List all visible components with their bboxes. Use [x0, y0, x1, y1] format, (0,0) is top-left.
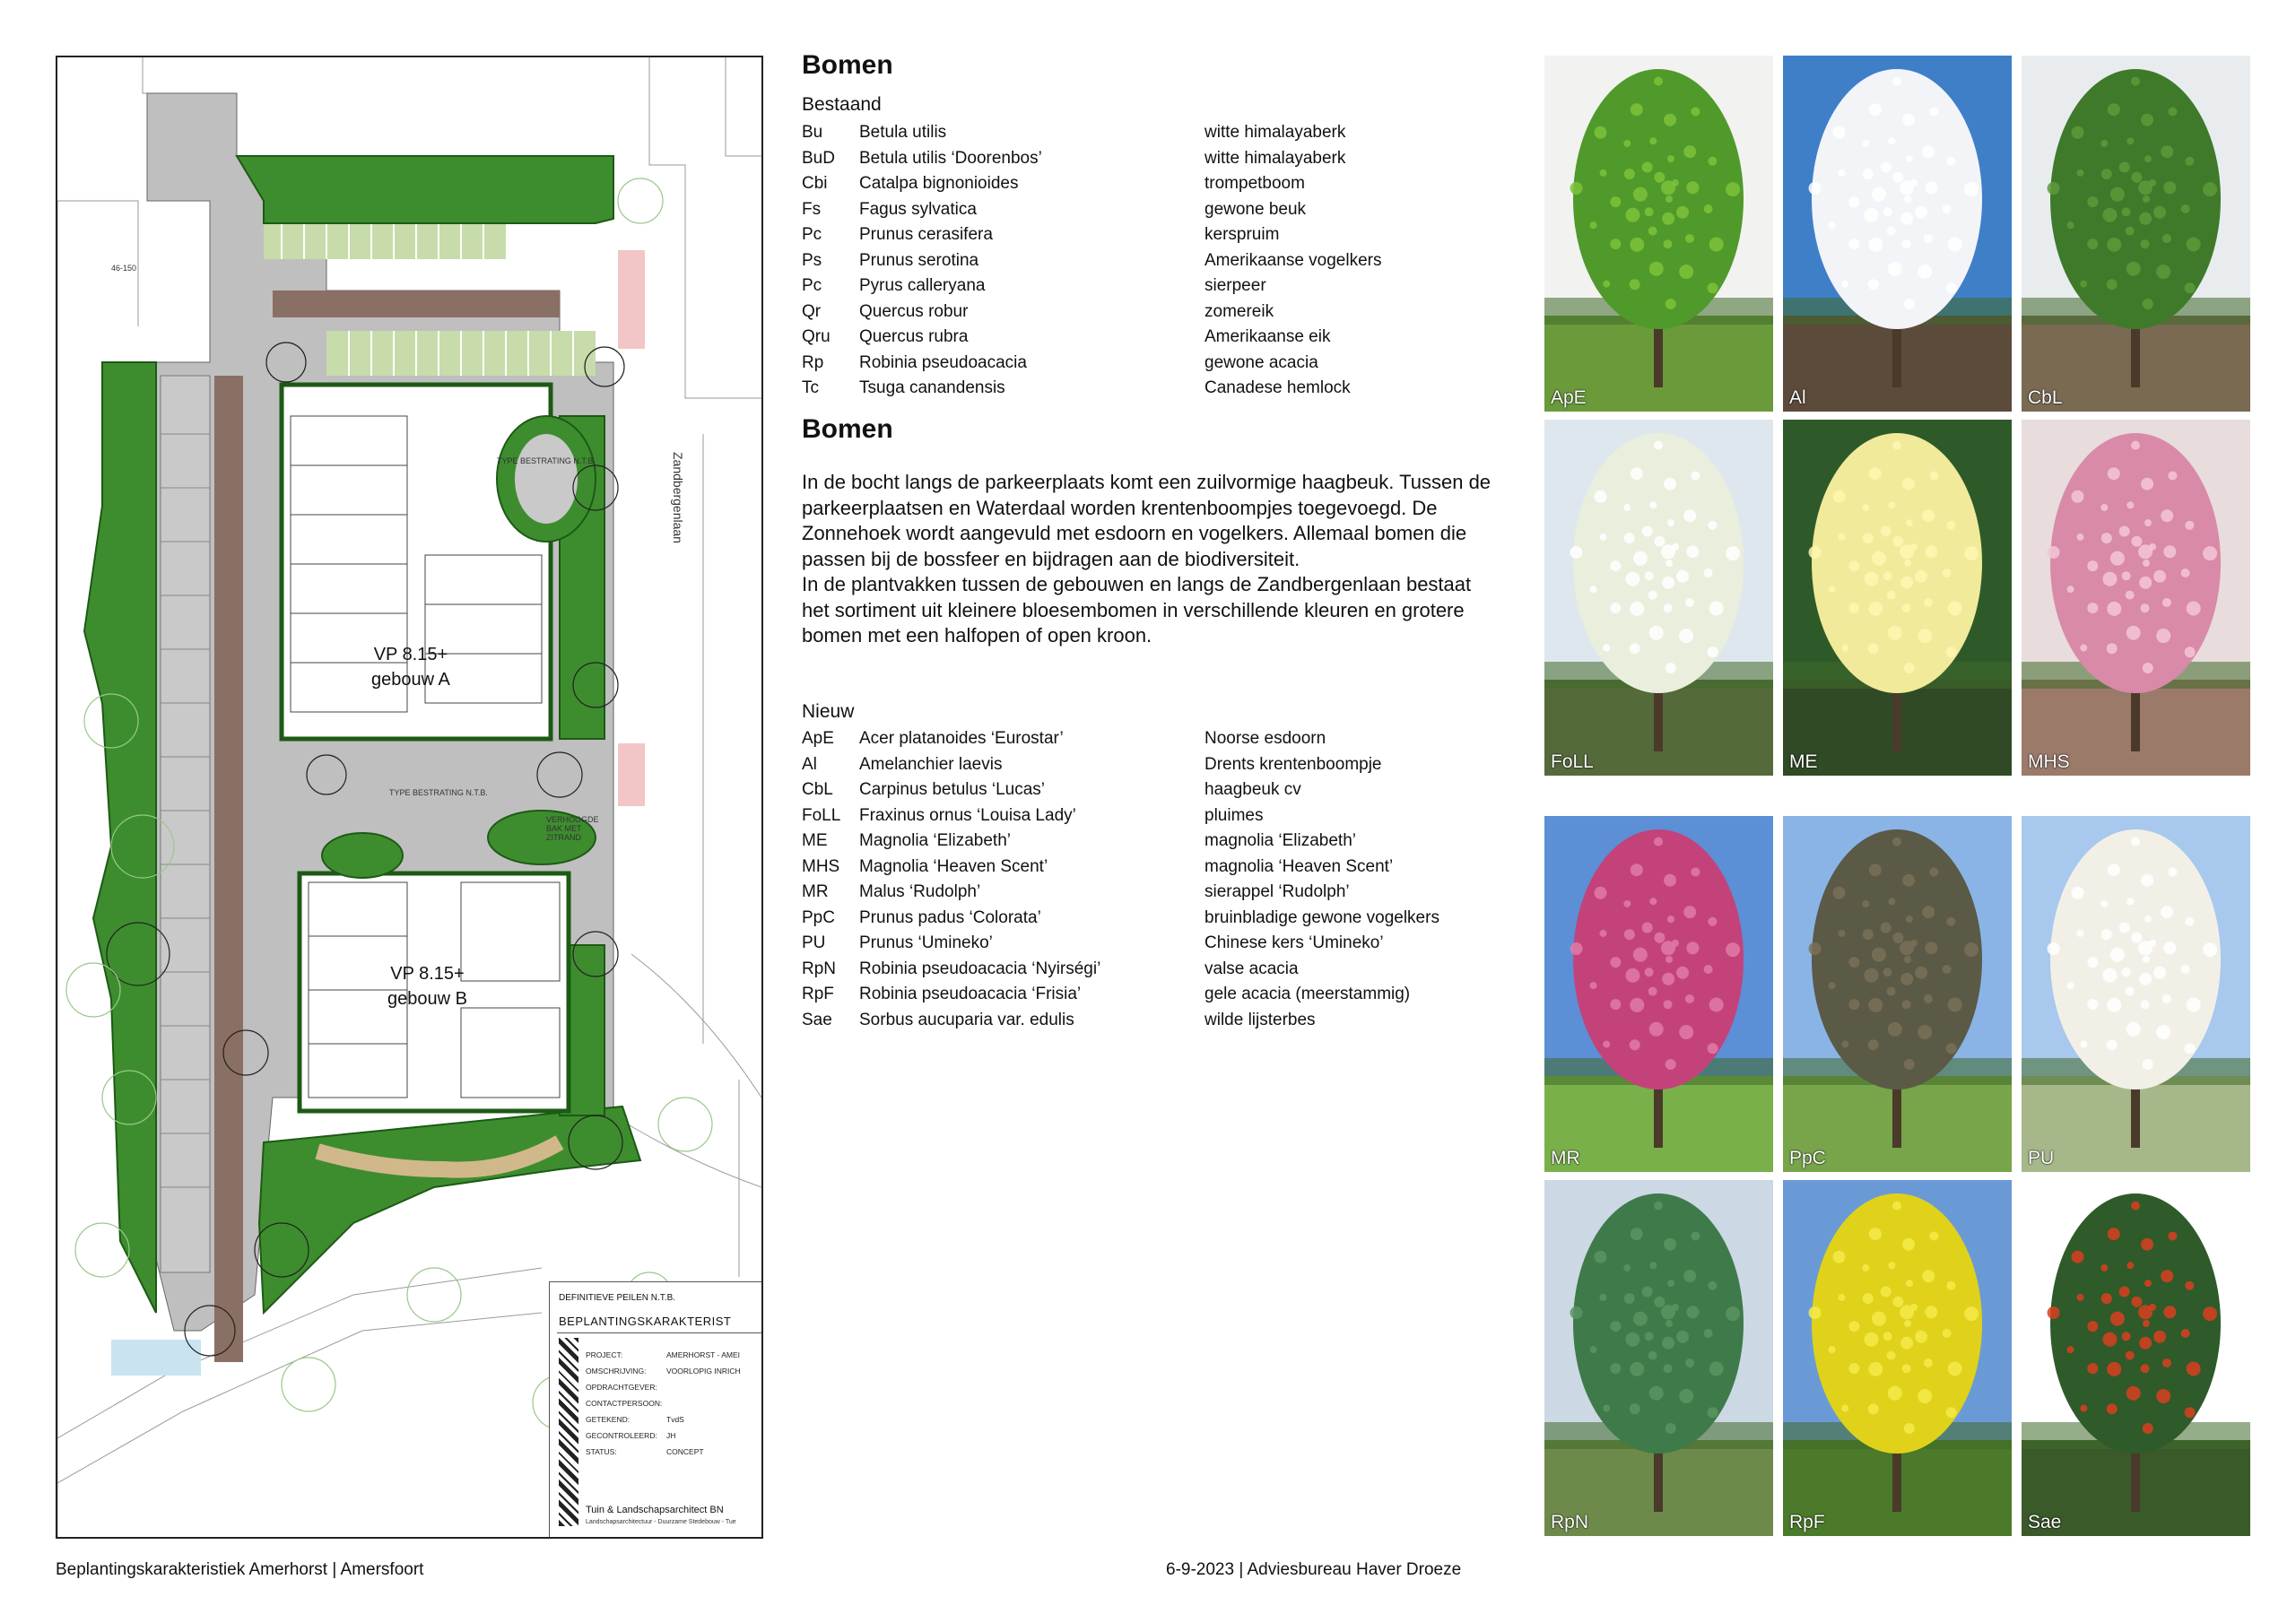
- tree-photo: [2022, 56, 2250, 412]
- tree-dutch-name: kerspruim: [1205, 225, 1280, 245]
- building-a-name: VP 8.15+: [373, 645, 448, 664]
- planter-label: VERHOOGDE BAK MET ZITRAND: [546, 815, 599, 842]
- tree-photo-image: [1544, 1180, 1773, 1536]
- tree-photo: [1783, 420, 2012, 776]
- height-label: 46-150: [111, 264, 137, 273]
- tree-code: Tc: [802, 378, 819, 398]
- tree-dutch-name: Canadese hemlock: [1205, 378, 1351, 398]
- footer-right: 6-9-2023 | Adviesbureau Haver Droeze: [1166, 1560, 1462, 1579]
- title-block-row-value: AMERHORST - AMEI: [666, 1350, 741, 1359]
- tree-row: [802, 248, 1381, 274]
- title-block-row-label: GETEKEND:: [586, 1415, 631, 1424]
- tree-dutch-name: wilde lijsterbes: [1205, 1010, 1316, 1029]
- building-a-label: [371, 642, 450, 692]
- tree-row: [802, 273, 1381, 299]
- tree-latin-name: Prunus serotina: [859, 250, 979, 270]
- tree-row: [802, 726, 1439, 752]
- tree-photo-image: [1544, 56, 1773, 412]
- tree-dutch-name: magnolia ‘Heaven Scent’: [1205, 856, 1394, 876]
- tree-photo-code: PpC: [1789, 1148, 1826, 1168]
- tree-latin-name: Prunus ‘Umineko’: [859, 933, 993, 953]
- tree-photo-code: Al: [1789, 387, 1806, 408]
- tree-latin-name: Betula utilis: [859, 123, 947, 143]
- tree-code: Qru: [802, 327, 831, 347]
- tree-dutch-name: Amerikaanse vogelkers: [1205, 250, 1382, 270]
- tree-code: Rp: [802, 352, 824, 372]
- tree-code: Al: [802, 754, 817, 774]
- tree-dutch-name: gele acacia (meerstammig): [1205, 985, 1411, 1004]
- tree-row: [802, 906, 1439, 932]
- tree-latin-name: Prunus padus ‘Colorata’: [859, 907, 1041, 927]
- existing-trees-table: [802, 120, 1381, 402]
- tree-photo-image: [1544, 816, 1773, 1172]
- tree-photo-image: [1783, 56, 2012, 412]
- tree-row: [802, 777, 1439, 803]
- tree-row: [802, 803, 1439, 829]
- tree-dutch-name: Amerikaanse eik: [1205, 327, 1331, 347]
- existing-subheading: Bestaand: [802, 94, 882, 115]
- tree-row: [802, 171, 1381, 197]
- tree-dutch-name: sierpeer: [1205, 276, 1266, 296]
- tree-latin-name: Carpinus betulus ‘Lucas’: [859, 780, 1046, 800]
- existing-heading: Bomen: [802, 50, 893, 80]
- tree-code: Pc: [802, 276, 822, 296]
- tree-row: [802, 855, 1439, 881]
- tree-photo-code: Sae: [2028, 1512, 2062, 1532]
- tree-photo-code: ApE: [1551, 387, 1587, 408]
- tree-row: [802, 982, 1439, 1008]
- tree-latin-name: Robinia pseudoacacia ‘Frisia’: [859, 985, 1082, 1004]
- tree-code: Cbi: [802, 174, 828, 194]
- tree-code: RpF: [802, 985, 834, 1004]
- tree-code: ME: [802, 831, 828, 851]
- title-block-title: BEPLANTINGSKARAKTERIST: [559, 1315, 732, 1328]
- new-subheading: Nieuw: [802, 701, 855, 722]
- tree-dutch-name: magnolia ‘Elizabeth’: [1205, 831, 1356, 851]
- tree-dutch-name: Drents krentenboompje: [1205, 754, 1382, 774]
- tree-photo: [1544, 56, 1773, 412]
- tree-code: Bu: [802, 123, 823, 143]
- tree-latin-name: Robinia pseudoacacia ‘Nyirségi’: [859, 959, 1101, 978]
- tree-code: BuD: [802, 148, 835, 168]
- tree-dutch-name: trompetboom: [1205, 174, 1305, 194]
- tree-latin-name: Pyrus calleryana: [859, 276, 986, 296]
- tree-code: RpN: [802, 959, 837, 978]
- tree-code: FoLL: [802, 805, 841, 825]
- tree-photo: [1544, 816, 1773, 1172]
- paving-label-2: TYPE BESTRATING N.T.B.: [389, 788, 488, 797]
- title-block-row-value: CONCEPT: [666, 1447, 704, 1456]
- tree-photo-image: [1783, 420, 2012, 776]
- title-block-logo-pattern: [559, 1338, 578, 1526]
- tree-latin-name: Tsuga canandensis: [859, 378, 1005, 398]
- title-block-row-label: STATUS:: [586, 1447, 617, 1456]
- tree-photo: [1544, 1180, 1773, 1536]
- title-block-firm: Tuin & Landschapsarchitect BN: [586, 1505, 724, 1515]
- building-b-name: VP 8.15+: [390, 964, 465, 984]
- tree-dutch-name: haagbeuk cv: [1205, 780, 1301, 800]
- title-block-firm-sub: Landschapsarchitectuur - Duurzame Stedebouw - Tue: [586, 1519, 736, 1525]
- trees-description-line: In de plantvakken tussen de gebouwen en langs de Zandbergenlaan bestaat het sortiment uit kleinere bloesembomen in verschillende kleuren en grotere bomen met een halfopen of open kroon.: [802, 573, 1472, 647]
- tree-dutch-name: gewone beuk: [1205, 199, 1307, 219]
- tree-photo-image: [2022, 56, 2250, 412]
- parking-label: GERESERVEERDE RUIMTE VOOR PARKEREN N.T.: [527, 228, 601, 255]
- tree-code: Pc: [802, 225, 822, 245]
- tree-row: [802, 752, 1439, 778]
- title-block-peil: DEFINITIEVE PEILEN N.T.B.: [559, 1293, 676, 1303]
- tree-code: Sae: [802, 1010, 832, 1029]
- title-block-row-value: JH: [666, 1431, 676, 1440]
- new-trees-table: [802, 726, 1439, 1033]
- tree-dutch-name: valse acacia: [1205, 959, 1299, 978]
- trees-description: [802, 470, 1501, 649]
- tree-photo-code: ME: [1789, 751, 1818, 772]
- title-block-row-label: PROJECT:: [586, 1350, 623, 1359]
- title-block-row-value: VOORLOPIG INRICH: [666, 1367, 741, 1376]
- footer-left: Beplantingskarakteristiek Amerhorst | Amersfoort: [56, 1560, 424, 1579]
- tree-latin-name: Amelanchier laevis: [859, 754, 1003, 774]
- tree-dutch-name: witte himalayaberk: [1205, 148, 1346, 168]
- tree-dutch-name: zomereik: [1205, 301, 1274, 321]
- building-b-sub: gebouw B: [387, 989, 467, 1009]
- tree-latin-name: Quercus rubra: [859, 327, 969, 347]
- tree-dutch-name: pluimes: [1205, 805, 1264, 825]
- title-block-row-value: TvdS: [666, 1415, 684, 1424]
- tree-latin-name: Acer platanoides ‘Eurostar’: [859, 729, 1064, 749]
- title-block-divider: [557, 1332, 762, 1333]
- tree-code: CbL: [802, 780, 833, 800]
- tree-latin-name: Fraxinus ornus ‘Louisa Lady’: [859, 805, 1076, 825]
- tree-latin-name: Fagus sylvatica: [859, 199, 977, 219]
- tree-row: [802, 146, 1381, 172]
- title-block-row-label: GECONTROLEERD:: [586, 1431, 657, 1440]
- tree-photo-image: [2022, 816, 2250, 1172]
- tree-photo-image: [1783, 816, 2012, 1172]
- tree-code: PpC: [802, 907, 835, 927]
- trees-heading: Bomen: [802, 414, 893, 444]
- tree-latin-name: Sorbus aucuparia var. edulis: [859, 1010, 1074, 1029]
- tree-dutch-name: sierappel ‘Rudolph’: [1205, 882, 1350, 902]
- tree-code: Qr: [802, 301, 822, 321]
- tree-photo-image: [2022, 1180, 2250, 1536]
- tree-code: ApE: [802, 729, 834, 749]
- tree-row: [802, 197, 1381, 223]
- tree-code: PU: [802, 933, 826, 953]
- tree-dutch-name: bruinbladige gewone vogelkers: [1205, 907, 1439, 927]
- tree-latin-name: Malus ‘Rudolph’: [859, 882, 981, 902]
- tree-row: [802, 299, 1381, 325]
- tree-photo: [2022, 1180, 2250, 1536]
- paving-label-1: TYPE BESTRATING N.T.B.: [497, 456, 596, 465]
- tree-photo-image: [1783, 1180, 2012, 1536]
- title-block-row-label: OPDRACHTGEVER:: [586, 1383, 657, 1392]
- tree-code: Ps: [802, 250, 822, 270]
- tree-row: [802, 829, 1439, 855]
- tree-latin-name: Magnolia ‘Heaven Scent’: [859, 856, 1048, 876]
- building-a-sub: gebouw A: [371, 670, 450, 690]
- tree-photo-code: MHS: [2028, 751, 2070, 772]
- tree-photo-code: FoLL: [1551, 751, 1594, 772]
- tree-row: [802, 957, 1439, 983]
- tree-latin-name: Robinia pseudoacacia: [859, 352, 1027, 372]
- tree-row: [802, 325, 1381, 351]
- tree-photo-code: RpF: [1789, 1512, 1825, 1532]
- tree-latin-name: Prunus cerasifera: [859, 225, 993, 245]
- tree-code: MR: [802, 882, 829, 902]
- tree-row: [802, 222, 1381, 248]
- street-name: Zandbergenlaan: [671, 452, 685, 543]
- tree-latin-name: Catalpa bignonioides: [859, 174, 1019, 194]
- tree-row: [802, 1008, 1439, 1034]
- site-plan: [56, 56, 763, 1539]
- tree-dutch-name: witte himalayaberk: [1205, 123, 1346, 143]
- tree-dutch-name: Noorse esdoorn: [1205, 729, 1326, 749]
- tree-photo: [1783, 1180, 2012, 1536]
- tree-row: [802, 931, 1439, 957]
- tree-photo: [1783, 816, 2012, 1172]
- tree-photo-code: RpN: [1551, 1512, 1589, 1532]
- tree-photo: [2022, 420, 2250, 776]
- tree-photo: [1783, 56, 2012, 412]
- tree-code: Fs: [802, 199, 822, 219]
- tree-photo-image: [2022, 420, 2250, 776]
- tree-latin-name: Magnolia ‘Elizabeth’: [859, 831, 1011, 851]
- tree-photo-image: [1544, 420, 1773, 776]
- title-block-row-label: OMSCHRIJVING:: [586, 1367, 647, 1376]
- trees-description-line: In de bocht langs de parkeerplaats komt een zuilvormige haagbeuk. Tussen de parkeerplaatsen en Waterdaal worden krentenboompjes toegevoegd. De Zonnehoek wordt aangevuld met esdoorn en vogelkers. Allemaal bomen die passen bij de bossfeer en bijdragen aan de biodiversiteit.: [802, 471, 1492, 570]
- tree-row: [802, 880, 1439, 906]
- tree-photo-code: PU: [2028, 1148, 2055, 1168]
- tree-latin-name: Betula utilis ‘Doorenbos’: [859, 148, 1042, 168]
- tree-photo-code: CbL: [2028, 387, 2063, 408]
- title-block-row-label: CONTACTPERSOON:: [586, 1399, 663, 1408]
- tree-code: MHS: [802, 856, 840, 876]
- tree-row: [802, 351, 1381, 377]
- tree-row: [802, 376, 1381, 402]
- tree-dutch-name: gewone acacia: [1205, 352, 1318, 372]
- tree-row: [802, 120, 1381, 146]
- building-b-label: [387, 961, 467, 1011]
- tree-latin-name: Quercus robur: [859, 301, 969, 321]
- title-block: [549, 1281, 762, 1538]
- tree-photo-code: MR: [1551, 1148, 1580, 1168]
- tree-photo: [2022, 816, 2250, 1172]
- tree-photo: [1544, 420, 1773, 776]
- tree-dutch-name: Chinese kers ‘Umineko’: [1205, 933, 1384, 953]
